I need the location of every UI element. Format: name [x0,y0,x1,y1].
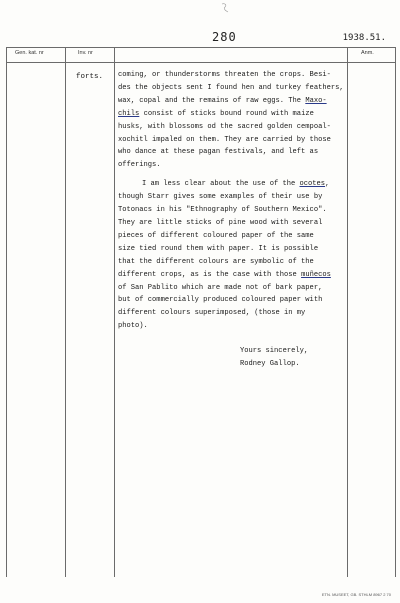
body-line: They are little sticks of pine wood with several [118,218,323,227]
body-line: pieces of different coloured paper of the same [118,231,314,240]
archive-footer-mark: ETN. MUSEET, GB. STHLM 8967 2 70 [321,592,391,597]
catalog-year-reference: 1938.51. [342,33,386,43]
underlined-term-maxochils-cont: chils [118,109,140,118]
salutation: Yours sincerely, [240,347,309,356]
body-line: xochitl impaled on them. They are carried by those [118,135,331,144]
grid-right-border [395,47,396,577]
body-line: though Starr gives some examples of their use by [118,193,323,202]
grid-left-border [6,47,7,577]
body-line [118,95,363,108]
column-header-inv: Inv. nr [78,50,93,56]
body-line: Totonacs in his "Ethnography of Southern Mexico". [118,206,327,215]
underlined-term-ocotes: ocotes [299,180,326,189]
underlined-term-maxochils: Maxo- [305,96,327,105]
inventory-continuation-label: forts. [76,73,104,81]
body-line: des the objects sent I found hen and turkey feathers, [118,83,344,92]
body-line: who dance at these pagan festivals, and left as [118,148,319,157]
body-line: of San Pablito which are made not of bark paper, [118,283,323,292]
body-line: that the different colours are symbolic of the [118,257,314,266]
body-line [118,108,363,121]
column-header-gen-kat: Gen. kat. nr [15,50,44,56]
closing-block [118,345,363,371]
body-line: photo). [118,322,148,331]
body-line [118,178,363,191]
page-number: 280 [212,30,237,44]
comma: , [325,180,330,189]
grid-col-divider-2 [114,47,115,577]
body-line: offerings. [118,161,161,170]
body-line: but of commercially produced coloured paper with [118,296,323,305]
body-line-segment: wax, copal and the remains of raw eggs. The [118,96,306,105]
body-line: size tied round them with paper. It is possible [118,244,319,253]
body-line-segment: consist of sticks bound round with maize [143,109,314,118]
body-line: husks, with blossoms od the sacred golden cempoal- [118,122,331,131]
body-line: different colours superimposed, (those in my [118,309,306,318]
body-line-segment: I am less clear about the use of the [142,180,300,189]
body-line: coming, or thunderstorms threaten the crops. Besi- [118,71,331,79]
pencil-mark [220,2,230,14]
body-line-segment: different crops, as is the case with those [118,270,302,279]
signature: Rodney Gallop. [240,360,300,369]
body-line [118,269,363,282]
grid-col-divider-1 [65,47,66,577]
letter-body [118,69,363,371]
underlined-term-munecos: muñecos [301,270,331,279]
column-header-anm: Anm. [361,50,374,56]
